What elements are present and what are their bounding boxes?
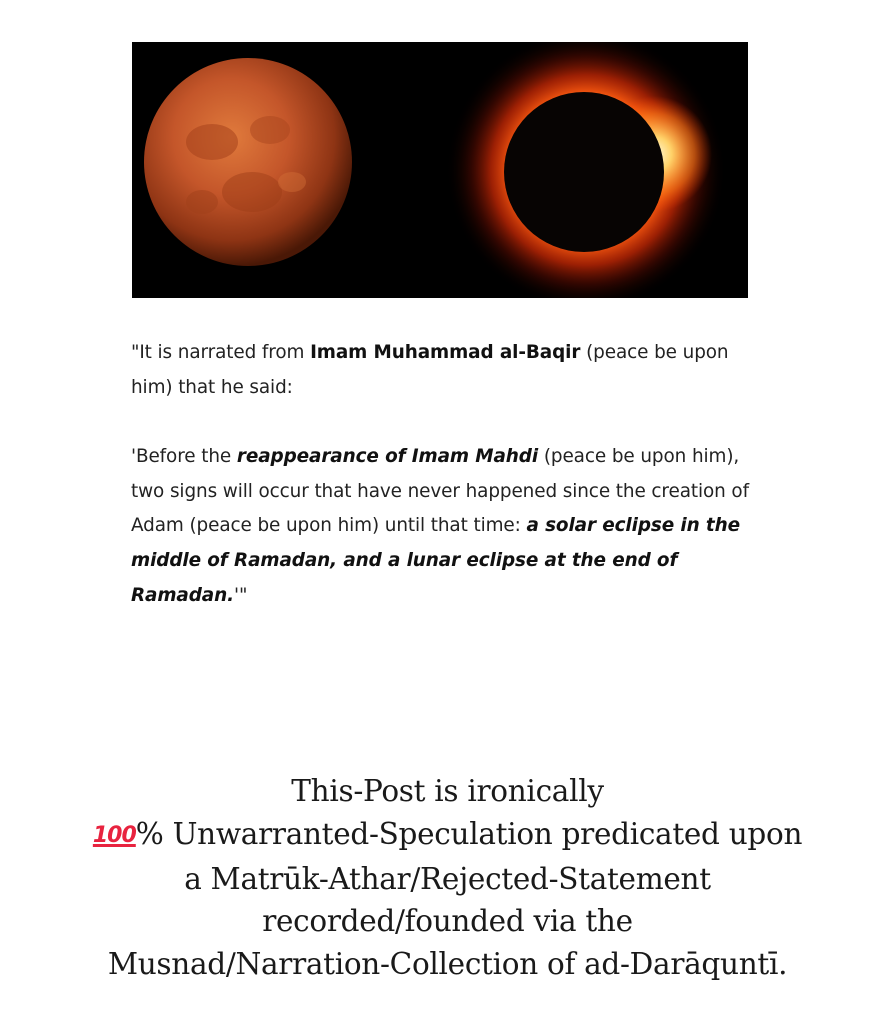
hundred-points-icon: 100 — [92, 822, 136, 848]
quote-text: 'Before the — [131, 446, 237, 468]
narration-quote — [131, 336, 771, 613]
caption-line-4: recorded/founded via the — [262, 904, 633, 939]
quote-intro — [131, 336, 771, 405]
eclipse-signs-emphasis: a solar eclipse in the middle of Ramadan, and a lunar eclipse at the end of Ramadan. — [131, 515, 740, 606]
caption-line-3: a Matrūk-Athar/Rejected-Statement — [184, 861, 711, 896]
blood-moon — [144, 58, 352, 266]
quote-close: '" — [234, 584, 248, 606]
caption-line-2 — [0, 813, 895, 858]
eclipse-illustration — [132, 42, 748, 298]
post-caption — [0, 770, 895, 986]
quote-body — [131, 440, 771, 613]
solar-eclipse — [446, 42, 726, 298]
caption-text: % Unwarranted-Speculation predicated upon — [135, 816, 803, 851]
caption-line-1: This-Post is ironically — [291, 774, 604, 808]
caption-line-5: Musnad/Narration-Collection of ad-Darāquntī. — [107, 947, 788, 982]
quote-text: "It is narrated from — [131, 342, 311, 363]
quote-text: (peace be upon him), two signs will occur that have never happened since the creation of Adam (peace be upon him) until that time: — [131, 446, 749, 537]
eclipse-photo — [132, 42, 748, 298]
quote-text: (peace be upon him) that he said: — [131, 342, 729, 398]
imam-name-bold: Imam Muhammad al-Baqir — [310, 342, 581, 363]
reappearance-emphasis: reappearance of Imam Mahdi — [236, 446, 539, 468]
